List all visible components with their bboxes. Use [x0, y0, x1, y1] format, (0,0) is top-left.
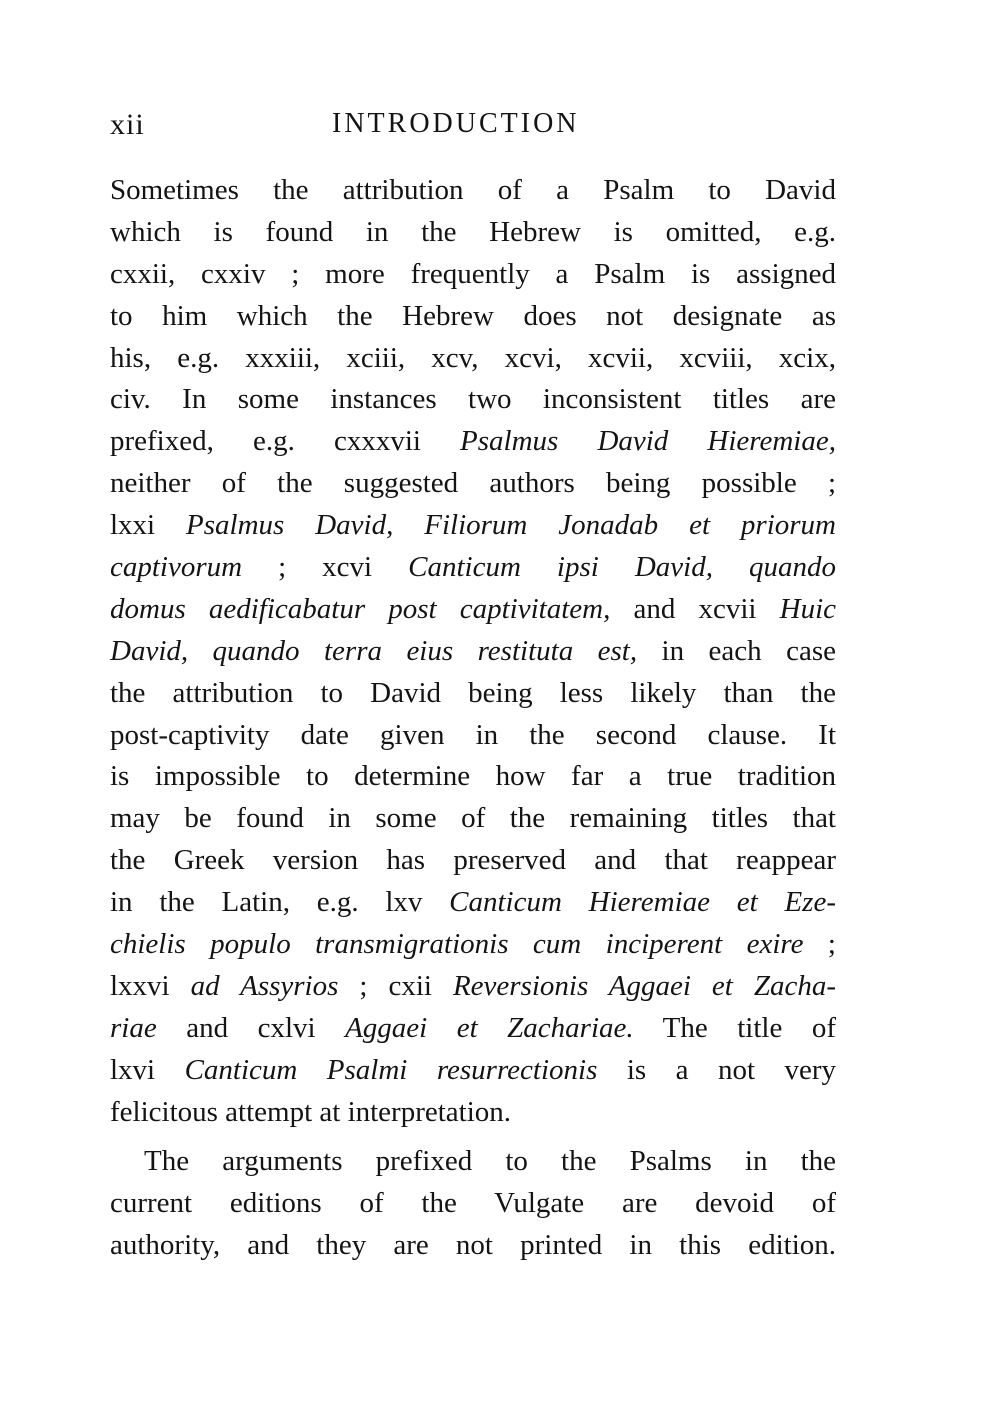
- italic-run: domus aedificabatur post captivitatem,: [110, 592, 611, 625]
- text-run: the Greek version has preserved and that reappear: [110, 844, 836, 877]
- text-line: [110, 212, 836, 254]
- text-line: [110, 966, 836, 1008]
- italic-run: Canticum Hieremiae et Eze-: [449, 886, 836, 919]
- text-line: [110, 379, 836, 421]
- text-line: [110, 505, 836, 547]
- text-run: lxvi: [110, 1053, 185, 1086]
- text-run: post-captivity date given in the second clause. It: [110, 718, 836, 751]
- italic-run: chielis populo transmigrationis cum inciperent exire: [110, 928, 804, 961]
- text-run: lxxvi: [110, 969, 191, 1002]
- text-line: [110, 1092, 836, 1134]
- italic-run: Canticum Psalmi resurrectionis: [184, 1053, 598, 1086]
- text-line: [110, 673, 836, 715]
- text-run: lxxi: [110, 509, 187, 542]
- paragraph-2: [110, 1141, 836, 1267]
- text-line: [110, 421, 836, 463]
- text-line: [110, 589, 836, 631]
- text-run: felicitous attempt at interpretation.: [110, 1095, 512, 1128]
- text-run: The arguments prefixed to the Psalms in the: [144, 1145, 836, 1178]
- text-line: [110, 338, 836, 380]
- italic-run: Psalmus David, Filiorum Jonadab et priorum: [186, 509, 836, 542]
- text-run: ; xcvi: [242, 551, 409, 584]
- text-line: [110, 924, 836, 966]
- italic-run: captivorum: [110, 551, 243, 584]
- italic-run: Reversionis Aggaei et Zacha-: [452, 969, 836, 1002]
- text-run: The title of: [633, 1011, 836, 1044]
- text-run: ; cxii: [338, 969, 453, 1002]
- paragraph-1: [110, 170, 836, 1133]
- italic-run: Psalmus David Hieremiae,: [460, 425, 836, 458]
- italic-run: ad Assyrios: [190, 969, 339, 1002]
- text-line: [110, 715, 836, 757]
- text-run: in each case: [637, 634, 836, 667]
- text-run: prefixed, e.g. cxxxvii: [110, 425, 461, 458]
- italic-run: Aggaei et Zachariae.: [345, 1011, 634, 1044]
- text-run: may be found in some of the remaining titles that: [110, 802, 836, 835]
- text-line: [110, 798, 836, 840]
- text-run: and cxlvi: [156, 1011, 346, 1044]
- text-line: [110, 756, 836, 798]
- text-run: in the Latin, e.g. lxv: [110, 886, 450, 919]
- text-run: and xcvii: [610, 592, 780, 625]
- page-number: xii: [110, 108, 145, 141]
- body-text: [110, 170, 836, 1267]
- text-line: [110, 463, 836, 505]
- text-line: [110, 1008, 836, 1050]
- italic-run: Huic: [779, 592, 836, 625]
- text-line: [110, 631, 836, 673]
- text-run: current editions of the Vulgate are devoid of: [110, 1187, 836, 1220]
- page-title: INTRODUCTION: [332, 108, 580, 139]
- text-line: [110, 840, 836, 882]
- italic-run: riae: [110, 1011, 157, 1044]
- text-run: which is found in the Hebrew is omitted, e.g.: [110, 215, 836, 248]
- text-run: ;: [803, 928, 836, 961]
- text-line: [110, 1225, 836, 1267]
- text-line: [110, 170, 836, 212]
- text-run: to him which the Hebrew does not designate as: [110, 299, 836, 332]
- text-line: [110, 296, 836, 338]
- text-run: neither of the suggested authors being possible ;: [110, 467, 836, 500]
- text-line: [110, 1141, 836, 1183]
- text-run: Sometimes the attribution of a Psalm to David: [110, 174, 836, 206]
- text-line: [110, 547, 836, 589]
- text-run: is impossible to determine how far a true tradition: [110, 760, 836, 793]
- running-head: [110, 108, 836, 148]
- paragraph-gap: [110, 1133, 836, 1141]
- italic-run: David, quando terra eius restituta est,: [110, 634, 638, 667]
- text-run: his, e.g. xxxiii, xciii, xcv, xcvi, xcvii, xcviii, xcix,: [110, 341, 836, 374]
- text-line: [110, 882, 836, 924]
- italic-run: Canticum ipsi David, quando: [408, 551, 836, 584]
- text-run: cxxii, cxxiv ; more frequently a Psalm is assigned: [110, 257, 836, 290]
- text-line: [110, 1050, 836, 1092]
- text-run: civ. In some instances two inconsistent titles are: [110, 383, 836, 416]
- text-run: the attribution to David being less likely than the: [110, 676, 836, 709]
- text-line: [110, 1183, 836, 1225]
- text-run: authority, and they are not printed in this edition.: [110, 1229, 836, 1262]
- text-line: [110, 254, 836, 296]
- text-run: is a not very: [597, 1053, 836, 1086]
